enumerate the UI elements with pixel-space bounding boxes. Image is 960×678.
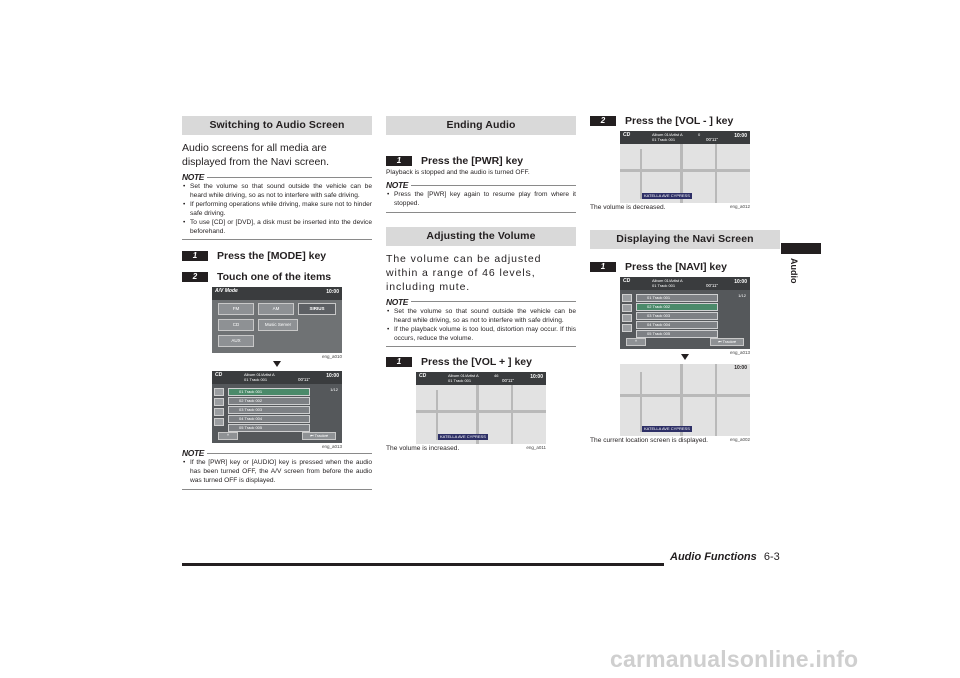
footer	[670, 551, 780, 563]
track-item[interactable]: 02 Track 002	[636, 303, 718, 311]
aux-button[interactable]: AUX	[218, 335, 254, 347]
step-1	[590, 261, 780, 273]
track-count: 1/12	[330, 387, 338, 393]
track-item[interactable]: 01 Track 001	[228, 388, 310, 396]
mode-label: CD	[419, 373, 427, 380]
collapse-icon[interactable]: ^	[626, 338, 646, 346]
album-label: Album 01/Artist A	[652, 278, 683, 283]
cd-button[interactable]: CD	[218, 319, 254, 331]
image-caption: eng_a013	[321, 444, 342, 450]
step-number: 2	[590, 116, 616, 126]
step-number: 1	[386, 156, 412, 166]
intro-text: The volume can be adjusted within a range of 46 levels, including mute.	[386, 252, 542, 293]
down-icon[interactable]	[214, 418, 224, 426]
up-icon[interactable]	[622, 304, 632, 312]
elapsed-time: 00'11"	[502, 378, 515, 384]
footer-rule	[182, 563, 664, 566]
step-description: Playback is stopped and the audio is turned OFF.	[386, 169, 530, 176]
collapse-icon[interactable]: ^	[218, 432, 238, 440]
track-count: 1/12	[738, 293, 746, 298]
step-text: Press the [VOL - ] key	[625, 115, 734, 127]
image-caption: eng_a010	[321, 354, 342, 360]
track-button[interactable]: ⏮ Track⏭	[302, 432, 336, 440]
track-item[interactable]: 05 Track 005	[228, 424, 310, 432]
image-caption: eng_a011	[526, 445, 546, 451]
up-icon[interactable]	[214, 388, 224, 396]
note-label: NOTE	[182, 172, 205, 182]
track-label: 01 Track 001	[652, 283, 676, 288]
fm-button[interactable]: FM	[218, 303, 254, 315]
street-label: KATELLA AVE CYPRESS	[644, 426, 690, 431]
track-label: 01 Track 001	[244, 377, 268, 383]
street-label: KATELLA AVE CYPRESS	[440, 434, 486, 440]
column-vol-navi	[590, 113, 780, 445]
down-icon[interactable]	[622, 314, 632, 322]
step-text: Press the [MODE] key	[217, 250, 327, 263]
track-item[interactable]: 04 Track 004	[228, 415, 310, 423]
step-number: 2	[182, 272, 208, 282]
down-icon[interactable]	[622, 324, 632, 332]
clock: 10:00	[734, 279, 747, 285]
side-tab-marker	[781, 243, 821, 254]
track-label: 01 Track 001	[652, 137, 676, 142]
step-2	[590, 115, 780, 127]
step-text: Press the [VOL + ] key	[421, 356, 532, 369]
column-switching-audio	[182, 116, 372, 490]
elapsed-time: 00'11"	[298, 377, 311, 383]
step-text: Press the [NAVI] key	[625, 261, 727, 273]
image-caption: eng_a013	[729, 350, 750, 355]
track-item[interactable]: 05 Track 005	[636, 330, 718, 338]
side-label-text: Audio	[789, 258, 799, 284]
step-1	[386, 356, 576, 368]
volume-level: 46	[494, 373, 499, 379]
track-item[interactable]: 03 Track 003	[636, 312, 718, 320]
note-box	[182, 172, 372, 240]
elapsed-time: 00'11"	[706, 137, 719, 142]
screen-title: A/V Mode	[215, 288, 238, 295]
note-item: • If performing operations while driving, make sure not to hinder safe driving.	[182, 201, 372, 219]
note-label: NOTE	[182, 448, 205, 459]
section-heading: Switching to Audio Screen	[182, 116, 372, 135]
clock: 10:00	[734, 133, 747, 139]
step-2	[182, 271, 372, 283]
note-item: • Press the [PWR] key again to resume play from where it stopped.	[386, 191, 576, 209]
track-label: 01 Track 001	[448, 378, 472, 384]
image-caption: eng_a012	[729, 204, 750, 209]
down-icon[interactable]	[214, 408, 224, 416]
album-label: Album 01/Artist A	[244, 372, 275, 378]
step-1	[386, 155, 576, 167]
sirius-button[interactable]: SIRIUS	[298, 303, 336, 315]
step-text: Press the [PWR] key	[421, 155, 524, 167]
step-number: 1	[182, 251, 208, 261]
volume-down-screenshot	[620, 131, 750, 209]
cd-screenshot	[620, 277, 750, 355]
clock: 10:00	[326, 289, 339, 296]
mode-label: CD	[623, 132, 631, 138]
note-box	[386, 297, 576, 348]
street-label: KATELLA AVE CYPRESS	[644, 193, 690, 198]
watermark: carmanualsonline.info	[610, 646, 859, 672]
cd-screenshot	[212, 371, 342, 450]
mode-label: CD	[623, 278, 631, 284]
result-text: The volume is decreased.	[590, 204, 666, 211]
down-arrow-icon	[273, 361, 281, 367]
mode-label: CD	[215, 372, 223, 379]
section-heading: Ending Audio	[386, 116, 576, 135]
volume-level: 0	[698, 132, 701, 137]
clock: 10:00	[734, 365, 747, 371]
footer-title: Audio Functions	[670, 551, 757, 563]
result-text: The current location screen is displayed.	[590, 437, 709, 444]
result-text: The volume is increased.	[386, 445, 460, 453]
volume-up-screenshot	[416, 372, 546, 451]
note-item: • If the playback volume is too loud, distortion may occur. If this occurs, reduce the volume.	[386, 326, 576, 344]
album-label: Album 01/Artist A	[448, 373, 479, 379]
av-mode-screenshot	[212, 287, 342, 360]
step-number: 1	[386, 357, 412, 367]
track-item[interactable]: 01 Track 001	[636, 294, 718, 302]
intro-text: Audio screens for all media are displayed from the Navi screen.	[182, 142, 330, 168]
track-item[interactable]: 03 Track 003	[228, 406, 310, 414]
note-item: • If the [PWR] key or [AUDIO] key is pressed when the audio has been turned OFF, the A/V screen from before the audio was turned OFF is displayed.	[182, 459, 372, 486]
note-item: • Set the volume so that sound outside the vehicle can be heard while driving, so as not to interfere with safe driving.	[386, 308, 576, 326]
track-item[interactable]: 02 Track 002	[228, 397, 310, 405]
step-text: Touch one of the items	[217, 271, 332, 284]
image-caption: eng_a002	[729, 437, 750, 442]
step-1	[182, 250, 372, 262]
note-label: NOTE	[386, 296, 409, 307]
elapsed-time: 00'11"	[706, 283, 719, 288]
clock: 10:00	[326, 373, 339, 380]
side-label	[788, 258, 800, 288]
note-item: • To use [CD] or [DVD], a disk must be inserted into the device beforehand.	[182, 219, 372, 237]
note-box	[182, 448, 372, 490]
clock: 10:00	[530, 374, 543, 381]
up-icon[interactable]	[622, 294, 632, 302]
note-label: NOTE	[386, 180, 409, 190]
step-number: 1	[590, 262, 616, 272]
column-ending-volume	[386, 116, 576, 453]
note-item: • Set the volume so that sound outside the vehicle can be heard while driving, so as not to interfere with safe driving.	[182, 183, 372, 201]
section-heading: Adjusting the Volume	[386, 227, 576, 246]
am-button[interactable]: AM	[258, 303, 294, 315]
page-number: 6-3	[763, 551, 780, 563]
music-server-button[interactable]: Music Server	[258, 319, 298, 331]
section-heading: Displaying the Navi Screen	[590, 230, 780, 249]
note-box	[386, 180, 576, 213]
track-button[interactable]: ⏮ Track⏭	[710, 338, 744, 346]
track-item[interactable]: 04 Track 004	[636, 321, 718, 329]
up-icon[interactable]	[214, 398, 224, 406]
album-label: Album 01/Artist A	[652, 132, 683, 137]
